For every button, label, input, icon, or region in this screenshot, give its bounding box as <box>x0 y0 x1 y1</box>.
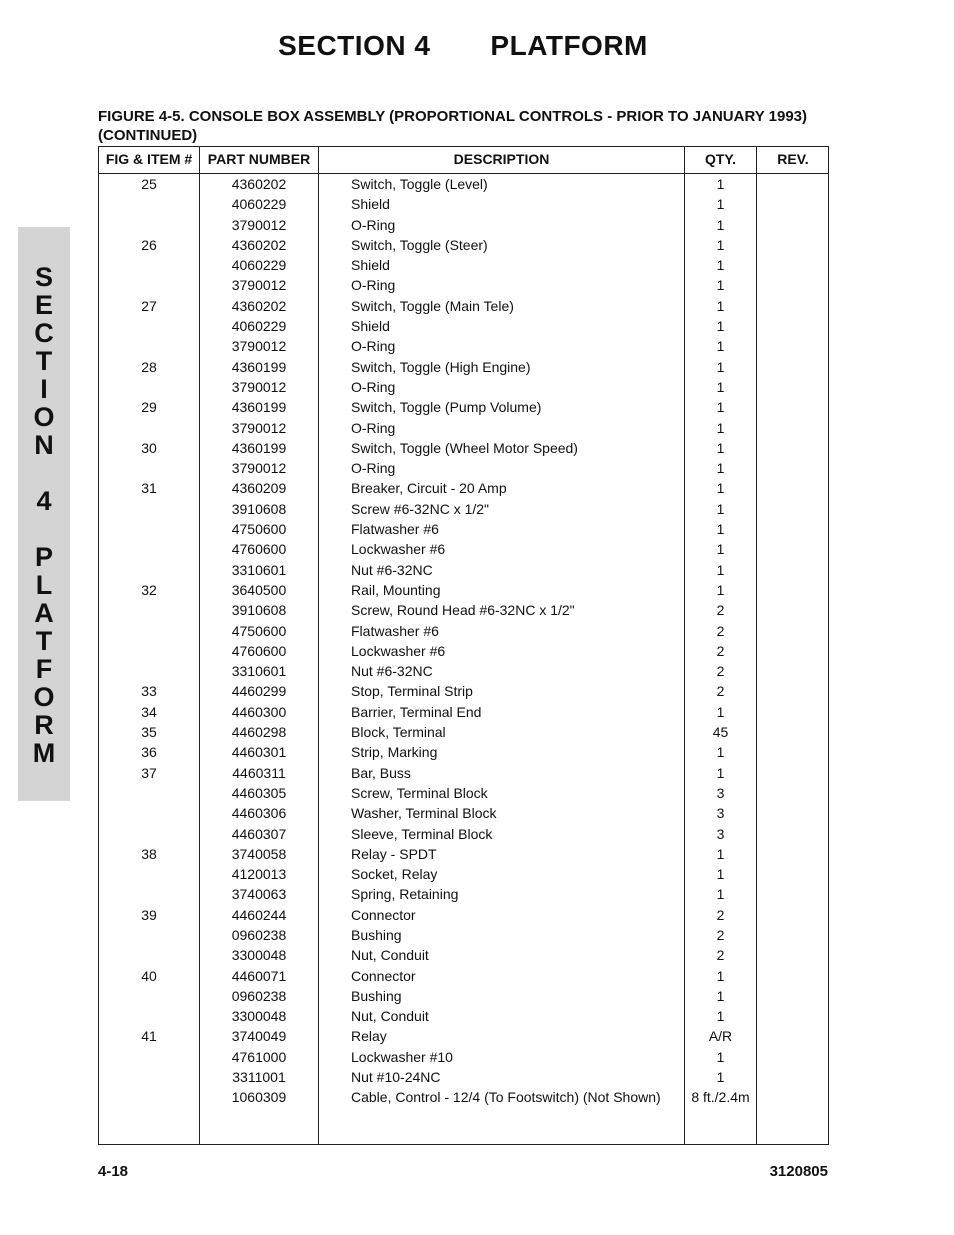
table-row <box>99 539 828 559</box>
side-tab-letter: A <box>34 598 54 628</box>
table-row <box>99 702 828 722</box>
qty-cell: 1 <box>716 419 725 436</box>
side-tab-letter: F <box>35 654 53 684</box>
part-number-cell: 3300048 <box>231 947 287 964</box>
qty-cell: 1 <box>716 764 725 781</box>
table-row <box>99 316 828 336</box>
fig-item-cell: 26 <box>141 236 157 253</box>
fig-item-cell: 33 <box>141 683 157 700</box>
qty-cell: 1 <box>716 338 725 355</box>
table-row <box>99 742 828 762</box>
fig-item-cell: 35 <box>141 724 157 741</box>
description-cell: O-Ring <box>351 460 396 477</box>
part-number-cell: 4060229 <box>231 318 287 335</box>
part-number-cell: 4360199 <box>231 439 287 456</box>
fig-item-cell: 38 <box>141 845 157 862</box>
part-number-cell: 4761000 <box>231 1048 287 1065</box>
description-cell: O-Ring <box>351 338 396 355</box>
fig-item-cell: 32 <box>141 581 157 598</box>
description-cell: Connector <box>351 906 416 923</box>
table-row <box>99 986 828 1006</box>
section-side-tab <box>18 227 70 801</box>
qty-cell: 2 <box>716 926 725 943</box>
description-cell: Strip, Marking <box>351 744 438 761</box>
side-tab-letter: 4 <box>36 486 52 516</box>
fig-item-cell: 30 <box>141 439 157 456</box>
qty-cell: 1 <box>716 886 725 903</box>
qty-cell: 2 <box>716 906 725 923</box>
fig-item-cell: 28 <box>141 358 157 375</box>
table-header <box>99 147 828 174</box>
part-number-cell: 4460301 <box>231 744 287 761</box>
part-number-cell: 4750600 <box>231 521 287 538</box>
part-number-cell: 3310601 <box>231 663 287 680</box>
description-cell: Shield <box>351 318 390 335</box>
fig-item-cell: 27 <box>141 297 157 314</box>
fig-item-cell: 41 <box>141 1028 157 1045</box>
side-tab-letter: S <box>34 262 53 292</box>
part-number-cell: 1060309 <box>231 1089 287 1106</box>
part-number-cell: 4360202 <box>231 176 287 192</box>
fig-item-cell: 25 <box>141 176 157 192</box>
qty-cell: 1 <box>716 744 725 761</box>
table-row <box>99 905 828 925</box>
part-number-cell: 4460071 <box>231 967 287 984</box>
fig-item-cell: 40 <box>141 967 157 984</box>
parts-table <box>98 146 829 1145</box>
section-label: SECTION 4 <box>278 30 431 61</box>
document-number: 3120805 <box>769 1163 828 1180</box>
qty-cell: 1 <box>716 1008 725 1025</box>
description-cell: Rail, Mounting <box>351 581 441 598</box>
table-row <box>99 722 828 742</box>
description-cell: Switch, Toggle (Main Tele) <box>351 297 514 314</box>
fig-item-cell: 31 <box>141 480 157 497</box>
part-number-cell: 4460299 <box>231 683 287 700</box>
description-cell: Switch, Toggle (Level) <box>351 176 488 192</box>
qty-cell: 1 <box>716 866 725 883</box>
part-number-cell: 4060229 <box>231 196 287 213</box>
table-row <box>99 1067 828 1087</box>
description-cell: Bar, Buss <box>351 764 411 781</box>
table-row <box>99 174 828 194</box>
description-cell: Stop, Terminal Strip <box>351 683 473 700</box>
part-number-cell: 0960238 <box>231 987 287 1004</box>
part-number-cell: 4460311 <box>232 764 286 781</box>
description-cell: Nut #10-24NC <box>351 1069 441 1086</box>
description-cell: O-Ring <box>351 277 396 294</box>
description-cell: Switch, Toggle (Steer) <box>351 236 488 253</box>
qty-cell: 1 <box>716 500 725 517</box>
part-number-cell: 4460306 <box>231 805 287 822</box>
table-row <box>99 580 828 600</box>
table-row <box>99 438 828 458</box>
fig-item-cell: 37 <box>141 764 157 781</box>
description-cell: Relay <box>351 1028 387 1045</box>
description-cell: Lockwasher #6 <box>351 642 446 659</box>
fig-item-cell: 36 <box>141 744 157 761</box>
part-number-cell: 3790012 <box>231 277 287 294</box>
table-row <box>99 803 828 823</box>
table-row <box>99 377 828 397</box>
part-number-cell: 4750600 <box>231 622 287 639</box>
qty-cell: 2 <box>716 663 725 680</box>
qty-cell: 1 <box>716 358 725 375</box>
part-number-cell: 3910608 <box>231 500 287 517</box>
qty-cell: 1 <box>716 1048 725 1065</box>
qty-cell: 1 <box>716 378 725 395</box>
table-row <box>99 763 828 783</box>
side-tab-letter: C <box>34 318 54 348</box>
qty-cell: 45 <box>712 724 729 741</box>
description-cell: Connector <box>351 967 416 984</box>
part-number-cell: 3790012 <box>231 460 287 477</box>
part-number-cell: 4360199 <box>231 358 287 375</box>
part-number-cell: 4460244 <box>231 906 287 923</box>
qty-cell: 1 <box>716 196 725 213</box>
side-tab-letter <box>18 515 70 543</box>
part-number-cell: 4460300 <box>231 703 287 720</box>
part-number-cell: 3740063 <box>231 886 287 903</box>
table-body <box>99 174 828 1108</box>
table-row <box>99 215 828 235</box>
part-number-cell: 4360199 <box>231 399 287 416</box>
fig-item-cell: 29 <box>141 399 157 416</box>
side-tab-letter: R <box>34 710 54 740</box>
table-row <box>99 1047 828 1067</box>
table-row <box>99 458 828 478</box>
fig-item-cell: 39 <box>141 906 157 923</box>
side-tab-letter: M <box>32 738 56 768</box>
side-tab-letter: O <box>33 402 55 432</box>
part-number-cell: 4360209 <box>231 480 287 497</box>
part-number-cell: 3311001 <box>232 1069 286 1086</box>
header-description: DESCRIPTION <box>453 151 550 167</box>
part-number-cell: 3790012 <box>231 216 287 233</box>
description-cell: Screw #6-32NC x 1/2" <box>351 500 490 517</box>
qty-cell: 1 <box>716 176 725 192</box>
description-cell: Flatwasher #6 <box>351 622 439 639</box>
description-cell: Screw, Round Head #6-32NC x 1/2" <box>351 602 575 619</box>
description-cell: Sleeve, Terminal Block <box>351 825 493 842</box>
side-tab-letter: O <box>33 682 55 712</box>
table-row <box>99 1026 828 1046</box>
description-cell: O-Ring <box>351 216 396 233</box>
qty-cell: 1 <box>716 521 725 538</box>
description-cell: Nut #6-32NC <box>351 663 433 680</box>
qty-cell: 1 <box>716 480 725 497</box>
part-number-cell: 4460307 <box>231 825 287 842</box>
description-cell: Socket, Relay <box>351 866 438 883</box>
part-number-cell: 3300048 <box>231 1008 287 1025</box>
table-row <box>99 499 828 519</box>
qty-cell: 2 <box>716 947 725 964</box>
description-cell: Block, Terminal <box>351 724 446 741</box>
part-number-cell: 3740049 <box>231 1028 287 1045</box>
table-row <box>99 560 828 580</box>
table-row <box>99 641 828 661</box>
header-qty: QTY. <box>704 151 737 167</box>
table-row <box>99 945 828 965</box>
description-cell: Lockwasher #10 <box>351 1048 453 1065</box>
part-number-cell: 4060229 <box>231 257 287 274</box>
description-cell: Bushing <box>351 926 402 943</box>
qty-cell: 1 <box>716 845 725 862</box>
qty-cell: 1 <box>716 703 725 720</box>
description-cell: Switch, Toggle (High Engine) <box>351 358 531 375</box>
part-number-cell: 4360202 <box>231 236 287 253</box>
table-row <box>99 844 828 864</box>
qty-cell: 1 <box>716 1069 725 1086</box>
qty-cell: 1 <box>716 257 725 274</box>
part-number-cell: 3640500 <box>231 581 287 598</box>
table-row <box>99 864 828 884</box>
qty-cell: 2 <box>716 622 725 639</box>
table-row <box>99 1087 828 1107</box>
part-number-cell: 3310601 <box>231 561 287 578</box>
qty-cell: 1 <box>716 399 725 416</box>
table-row <box>99 478 828 498</box>
part-number-cell: 4460298 <box>231 724 287 741</box>
qty-cell: 1 <box>716 439 725 456</box>
qty-cell: 1 <box>716 967 725 984</box>
part-number-cell: 3740058 <box>231 845 287 862</box>
description-cell: Spring, Retaining <box>351 886 459 903</box>
table-row <box>99 194 828 214</box>
table-row <box>99 275 828 295</box>
qty-cell: 8 ft./2.4m <box>691 1089 750 1106</box>
qty-cell: 1 <box>716 460 725 477</box>
table-row <box>99 621 828 641</box>
part-number-cell: 0960238 <box>231 926 287 943</box>
qty-cell: 2 <box>716 602 725 619</box>
table-row <box>99 783 828 803</box>
description-cell: Relay - SPDT <box>351 845 437 862</box>
table-row <box>99 681 828 701</box>
side-tab-letter: L <box>35 570 53 600</box>
qty-cell: 3 <box>716 825 725 842</box>
description-cell: Breaker, Circuit - 20 Amp <box>351 480 507 497</box>
table-row <box>99 966 828 986</box>
description-cell: Nut, Conduit <box>351 1008 429 1025</box>
fig-item-cell: 34 <box>141 703 157 720</box>
side-tab-letter: P <box>34 542 53 572</box>
qty-cell: 1 <box>716 581 725 598</box>
header-rev: REV. <box>777 151 809 167</box>
table-row <box>99 255 828 275</box>
description-cell: Flatwasher #6 <box>351 521 439 538</box>
qty-cell: 2 <box>716 683 725 700</box>
description-cell: Nut, Conduit <box>351 947 429 964</box>
part-number-cell: 4360202 <box>231 297 287 314</box>
part-number-cell: 3910608 <box>231 602 287 619</box>
part-number-cell: 4760600 <box>231 541 287 558</box>
qty-cell: A/R <box>708 1028 733 1045</box>
description-cell: Barrier, Terminal End <box>351 703 482 720</box>
section-topic: PLATFORM <box>490 30 648 61</box>
description-cell: Lockwasher #6 <box>351 541 446 558</box>
table-row <box>99 397 828 417</box>
qty-cell: 1 <box>716 297 725 314</box>
part-number-cell: 3790012 <box>231 419 287 436</box>
description-cell: Shield <box>351 196 390 213</box>
description-cell: Switch, Toggle (Pump Volume) <box>351 399 542 416</box>
side-tab-letter <box>18 459 70 487</box>
description-cell: Nut #6-32NC <box>351 561 433 578</box>
side-tab-letter: I <box>40 374 48 404</box>
qty-cell: 1 <box>716 987 725 1004</box>
part-number-cell: 3790012 <box>231 338 287 355</box>
side-tab-letter: T <box>35 626 53 656</box>
part-number-cell: 3790012 <box>231 378 287 395</box>
qty-cell: 3 <box>716 784 725 801</box>
table-row <box>99 661 828 681</box>
side-tab-letter: E <box>34 290 53 320</box>
page-title <box>0 30 926 62</box>
table-row <box>99 884 828 904</box>
table-row <box>99 418 828 438</box>
description-cell: Cable, Control - 12/4 (To Footswitch) (Not Shown) <box>351 1089 661 1106</box>
description-cell: Shield <box>351 257 390 274</box>
table-row <box>99 1006 828 1026</box>
qty-cell: 1 <box>716 541 725 558</box>
page-number: 4-18 <box>98 1163 129 1180</box>
table-row <box>99 600 828 620</box>
qty-cell: 3 <box>716 805 725 822</box>
figure-title: FIGURE 4-5. CONSOLE BOX ASSEMBLY (PROPORTIONAL CONTROLS - PRIOR TO JANUARY 1993) (CONTINUED) <box>98 108 807 144</box>
table-row <box>99 519 828 539</box>
qty-cell: 1 <box>716 318 725 335</box>
qty-cell: 2 <box>716 642 725 659</box>
table-row <box>99 296 828 316</box>
description-cell: O-Ring <box>351 419 396 436</box>
part-number-cell: 4120013 <box>231 866 287 883</box>
side-tab-letters <box>18 263 70 767</box>
qty-cell: 1 <box>716 277 725 294</box>
side-tab-letter: N <box>34 430 54 460</box>
qty-cell: 1 <box>716 216 725 233</box>
description-cell: O-Ring <box>351 378 396 395</box>
description-cell: Washer, Terminal Block <box>351 805 497 822</box>
side-tab-letter: T <box>35 346 53 376</box>
header-part-number: PART NUMBER <box>207 151 311 167</box>
header-fig-item: FIG & ITEM # <box>105 151 193 167</box>
description-cell: Switch, Toggle (Wheel Motor Speed) <box>351 439 578 456</box>
table-row <box>99 925 828 945</box>
qty-cell: 1 <box>716 561 725 578</box>
table-row <box>99 235 828 255</box>
description-cell: Screw, Terminal Block <box>351 784 488 801</box>
table-row <box>99 824 828 844</box>
table-row <box>99 336 828 356</box>
description-cell: Bushing <box>351 987 402 1004</box>
part-number-cell: 4760600 <box>231 642 287 659</box>
table-row <box>99 357 828 377</box>
qty-cell: 1 <box>716 236 725 253</box>
part-number-cell: 4460305 <box>231 784 287 801</box>
